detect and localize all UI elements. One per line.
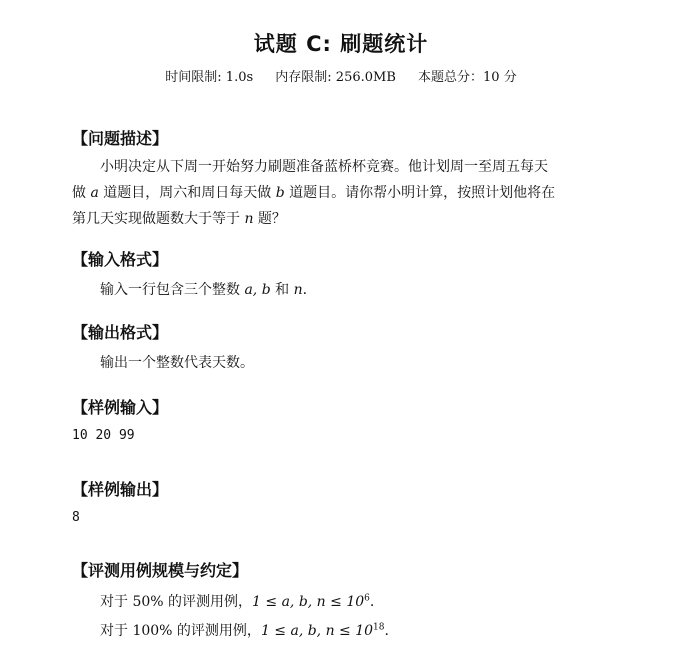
variable-n: n: [293, 282, 303, 298]
input-format-and: 和: [270, 282, 294, 298]
sample-input-heading: 【样例输入】: [72, 398, 169, 417]
constraint-line-1: [100, 591, 374, 611]
variable-b: b: [275, 185, 285, 201]
output-format-heading: 【输出格式】: [72, 323, 169, 342]
sample-output-value: 8: [72, 510, 80, 525]
variable-n: n: [244, 211, 254, 227]
constraint-expression: 1 ≤ a, b, n ≤ 10: [252, 594, 365, 610]
input-format-prefix: 输入一行包含三个整数: [100, 282, 245, 298]
description-text: 做: [72, 185, 91, 201]
constraint-end: .: [384, 623, 389, 639]
constraint-prefix: 对于 50% 的评测用例，: [100, 594, 253, 610]
time-limit: 时间限制: 1.0s: [165, 70, 254, 85]
problem-description-text: [72, 154, 592, 232]
variable-a: a: [90, 185, 99, 201]
input-format-heading: 【输入格式】: [72, 250, 169, 269]
memory-limit: 内存限制: 256.0MB: [275, 70, 396, 85]
problem-title: 试题 C: 刷题统计: [253, 32, 429, 56]
constraint-end: .: [369, 594, 375, 610]
description-line-3: [72, 206, 592, 232]
description-text: 第几天实现做题数大于等于: [72, 211, 245, 227]
description-text: 道题目，周六和周日每天做: [98, 185, 276, 201]
constraint-expression: 1 ≤ a, b, n ≤ 10: [260, 623, 374, 639]
problem-meta: [0, 66, 682, 85]
problem-description-heading: 【问题描述】: [72, 129, 169, 148]
sample-output-heading: 【样例输出】: [72, 480, 169, 499]
description-text: 道题目。请你帮小明计算，按照计划他将在: [284, 185, 556, 201]
description-text: 题？: [253, 211, 286, 227]
constraint-prefix: 对于 100% 的评测用例，: [100, 623, 261, 639]
constraint-exponent: 18: [373, 622, 385, 633]
variables-a-b: a, b: [244, 282, 271, 298]
constraints-heading: 【评测用例规模与约定】: [72, 561, 249, 580]
constraint-exponent: 6: [364, 593, 370, 604]
input-format-end: .: [302, 282, 308, 298]
description-line-1: 小明决定从下周一开始努力刷题准备蓝桥杯竞赛。他计划周一至周五每天: [100, 159, 548, 175]
input-format-text: [100, 279, 307, 299]
sample-input-value: 10 20 99: [72, 428, 135, 443]
total-score: 本题总分：10 分: [418, 70, 517, 85]
constraint-line-2: [100, 620, 389, 640]
description-line-2: [72, 180, 592, 206]
output-format-text: 输出一个整数代表天数。: [100, 355, 254, 371]
